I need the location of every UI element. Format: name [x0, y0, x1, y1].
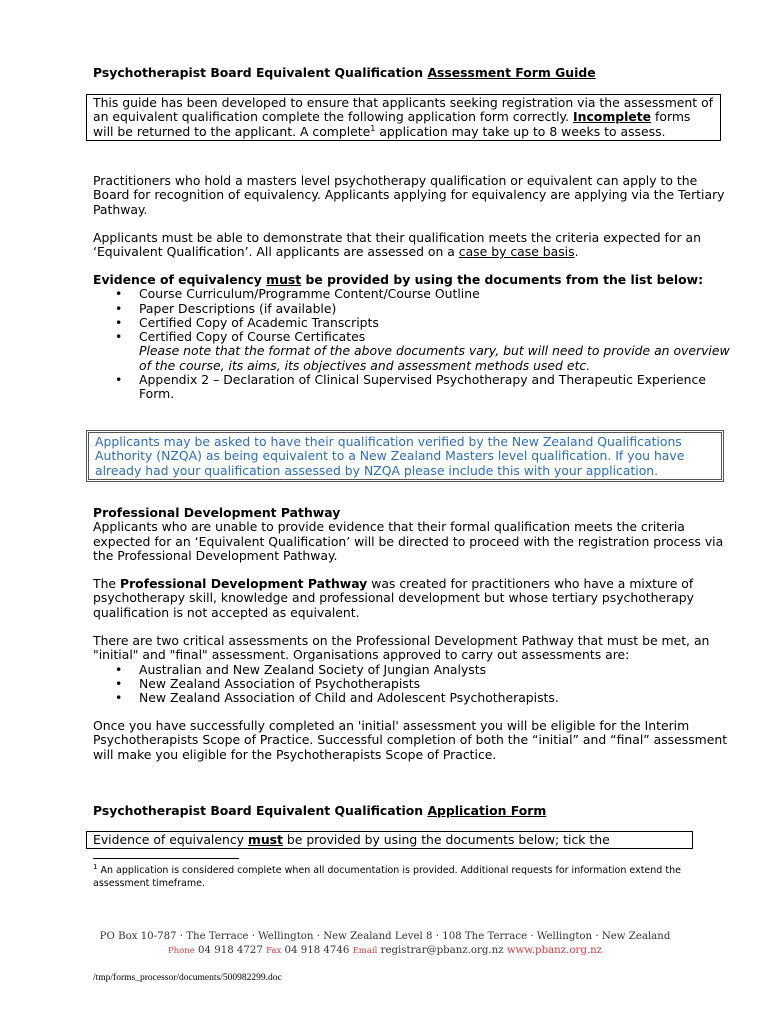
- evidence-section: [93, 273, 733, 402]
- email-link[interactable]: registrar@pbanz.org.nz: [380, 945, 504, 956]
- website-link[interactable]: www.pbanz.org.nz: [506, 945, 603, 956]
- evidence-heading: Evidence of equivalency must be provided by using the documents from the list below:: [93, 272, 704, 287]
- footnote-divider: [93, 858, 239, 859]
- pdp-description: The Professional Development Pathway was created for practitioners who have a mixture of psychotherapy skill, knowledge and professional development but whose tertiary psychotherapy qualification is not accepted as equivalent.: [93, 576, 694, 620]
- intro-box: This guide has been developed to ensure that applicants seeking registration via the assessment of an equivalent qualification complete the following application form correctly. Incomplete forms will be returned to the applicant. A complete$^1$ application may take up to 8 weeks to assess.: [86, 94, 721, 141]
- list-item: • Australian and New Zealand Society of Jungian Analysts: [93, 663, 733, 677]
- contact-address: PO Box 10-787 · The Terrace · Wellington · New Zealand Level 8 · 108 The Terrace · Wellington · New Zealand: [99, 931, 671, 942]
- evidence-list: [93, 287, 733, 344]
- file-path: /tmp/forms_processor/documents/500982299.doc: [93, 973, 282, 983]
- list-item: • Appendix 2 – Declaration of Clinical Supervised Psychotherapy and Therapeutic Experience Form.: [93, 373, 733, 402]
- list-item: • New Zealand Association of Psychotherapists: [93, 677, 733, 691]
- form-title: Psychotherapist Board Equivalent Qualification Application Form: [93, 803, 547, 818]
- pdp-heading: Professional Development Pathway: [93, 505, 341, 520]
- format-note: Please note that the format of the above documents vary, but will need to provide an overview of the course, its aims, its objectives and assessment methods used etc.: [139, 343, 730, 373]
- list-item: • Certified Copy of Course Certificates: [93, 330, 733, 344]
- organisations-list: [93, 663, 733, 706]
- footnote: $^1$ An application is considered complete when all documentation is provided. Additional requests for information extend the assessment timeframe.: [93, 862, 681, 889]
- assessments-section: There are two critical assessments on the Professional Development Pathway that must be met, an "initial" and "final" assessment. Organisations approved to carry out assessments are: • Australian and New Zealand Society of Jungian Analysts • New Zealand Association of Psychotherapists • New Zealand Association of Child and Adolescent Psychotherapists.: [93, 634, 733, 705]
- guide-title: Psychotherapist Board Equivalent Qualification Assessment Form Guide: [93, 65, 596, 80]
- phone-number: 04 918 4727: [198, 945, 263, 956]
- contact-details: Phone 04 918 4727 Fax 04 918 4746 Email registrar@pbanz.org.nz www.pbanz.org.nz: [167, 945, 603, 956]
- list-item: • Course Curriculum/Programme Content/Course Outline: [93, 287, 733, 301]
- fax-number: 04 918 4746: [284, 945, 350, 956]
- guide-title-underlined: Assessment Form Guide: [427, 65, 596, 80]
- list-item: • Certified Copy of Academic Transcripts: [93, 316, 733, 330]
- pdp-section: Professional Development Pathway Applicants who are unable to provide evidence that their formal qualification meets the criteria expected for an ‘Equivalent Qualification’ will be directed to proceed with the registration process via the Professional Development Pathway.: [93, 505, 724, 563]
- list-item: • Paper Descriptions (if available): [93, 302, 733, 316]
- interim-paragraph: Once you have successfully completed an 'initial' assessment you will be eligible for the Interim Psychotherapists Scope of Practice. Successful completion of both the “initial” and “final” assessment will make you eligible for the Psychotherapists Scope of Practice.: [93, 718, 728, 762]
- nzqa-notice-box: Applicants may be asked to have their qualification verified by the New Zealand Qualifications Authority (NZQA) as being equivalent to a New Zealand Masters level qualification. If you have already had your qualification assessed by NZQA please include this with your application.: [86, 430, 724, 482]
- form-evidence-box: Evidence of equivalency must be provided by using the documents below; tick the: [86, 831, 693, 849]
- tertiary-pathway-paragraph: Practitioners who hold a masters level psychotherapy qualification or equivalent can apply to the Board for recognition of equivalency. Applicants applying for equivalency are applying via the Tertiary Pathway.: [93, 173, 725, 217]
- footnote-ref[interactable]: 1: [370, 123, 376, 133]
- list-item: • New Zealand Association of Child and Adolescent Psychotherapists.: [93, 691, 733, 705]
- criteria-paragraph: Applicants must be able to demonstrate that their qualification meets the criteria expected for an ‘Equivalent Qualification’. All applicants are assessed on a case by case basis.: [93, 230, 701, 260]
- incomplete-word: Incomplete: [573, 109, 652, 125]
